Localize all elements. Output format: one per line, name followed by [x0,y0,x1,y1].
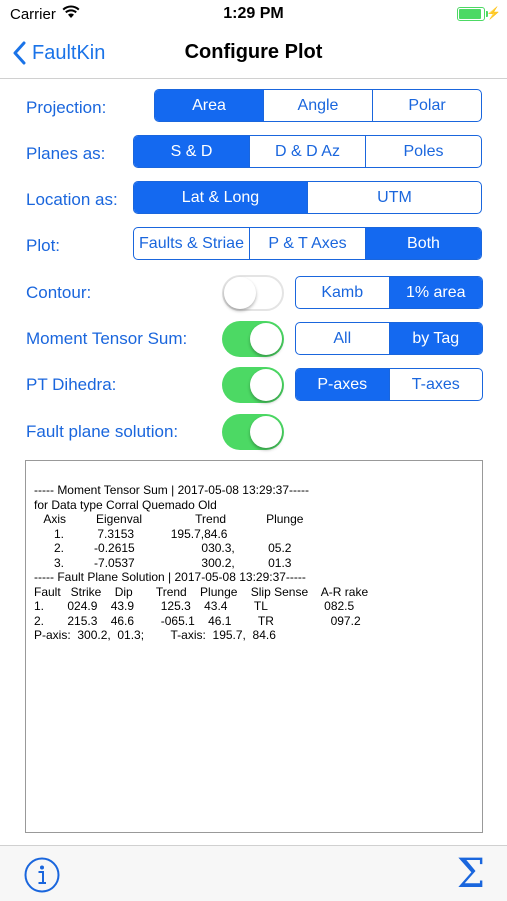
info-icon[interactable] [24,857,60,893]
contour-option-kamb[interactable]: Kamb [321,283,364,301]
output-line: ----- Moment Tensor Sum | 2017-05-08 13:29:37----- [34,483,309,497]
planes-label: Planes as: [26,144,106,163]
location-option-latlong[interactable]: Lat & Long [134,182,307,213]
fault-plane-toggle[interactable] [222,414,284,450]
contour-toggle[interactable] [222,275,284,311]
moment-tensor-label: Moment Tensor Sum: [26,329,188,348]
plot-option-both[interactable]: Both [365,228,481,259]
back-label: FaultKin [32,41,106,64]
projection-label: Projection: [26,98,107,117]
navigation-bar [0,28,507,79]
plot-label: Plot: [26,236,61,255]
output-line: 1. 024.9 43.9 125.3 43.4 TL 082.5 [34,599,355,613]
location-label: Location as: [26,190,118,209]
output-line: ----- Fault Plane Solution | 2017-05-08 13:29:37----- [34,570,306,584]
moment-option-by-tag[interactable]: by Tag [389,323,483,354]
planes-option-ddaz[interactable]: D & D Az [249,136,365,167]
sigma-icon[interactable]: Σ [456,851,485,897]
carrier-label: Carrier [10,6,56,23]
output-line: 3. -7.0537 300.2, 01.3 [34,555,292,570]
fault-plane-label: Fault plane solution: [26,422,179,441]
output-line: P-axis: 300.2, 01.3; T-axis: 195.7, 84.6 [34,628,276,642]
planes-segmented-control [133,135,482,168]
moment-tensor-segmented-control [295,322,483,355]
pt-option-t-axes[interactable]: T-axes [389,369,483,400]
planes-option-sd[interactable]: S & D [134,136,249,167]
planes-option-poles[interactable]: Poles [365,136,481,167]
clock: 1:29 PM [223,5,284,22]
output-line: 2. 215.3 46.6 -065.1 46.1 TR 097.2 [34,613,361,628]
projection-segmented-control [154,89,482,122]
contour-label: Contour: [26,283,92,302]
status-bar [0,0,507,28]
output-line: 1. 7.3153 195.7,84.6 [34,526,228,541]
page-title: Configure Plot [184,41,323,63]
pt-dihedra-label: PT Dihedra: [26,375,117,394]
plot-segmented-control [133,227,482,260]
pt-dihedra-toggle[interactable] [222,367,284,403]
output-line: Fault Strike Dip Trend Plunge Slip Sense A-R rake [34,584,369,599]
output-line: for Data type Corral Quemado Old [34,497,217,512]
charging-icon: ⚡ [486,6,501,20]
results-text-view[interactable] [25,460,483,833]
contour-segmented-control [295,276,483,309]
pt-option-p-axes[interactable]: P-axes [296,369,389,400]
moment-option-all[interactable]: All [333,329,352,347]
battery-icon [457,7,485,21]
projection-option-area[interactable]: Area [155,90,263,121]
projection-option-angle[interactable]: Angle [263,90,372,121]
bottom-toolbar [0,845,507,901]
output-line: Axis Eigenval Trend Plunge [34,512,304,526]
pt-dihedra-segmented-control [295,368,483,401]
location-segmented-control [133,181,482,214]
plot-option-pt-axes[interactable]: P & T Axes [249,228,365,259]
location-option-utm[interactable]: UTM [307,182,481,213]
contour-option-1pct-area[interactable]: 1% area [389,277,483,308]
plot-option-faults-striae[interactable]: Faults & Striae [139,234,244,252]
projection-option-polar[interactable]: Polar [372,90,481,121]
output-line: 2. -0.2615 030.3, 05.2 [34,541,292,555]
moment-tensor-toggle[interactable] [222,321,284,357]
